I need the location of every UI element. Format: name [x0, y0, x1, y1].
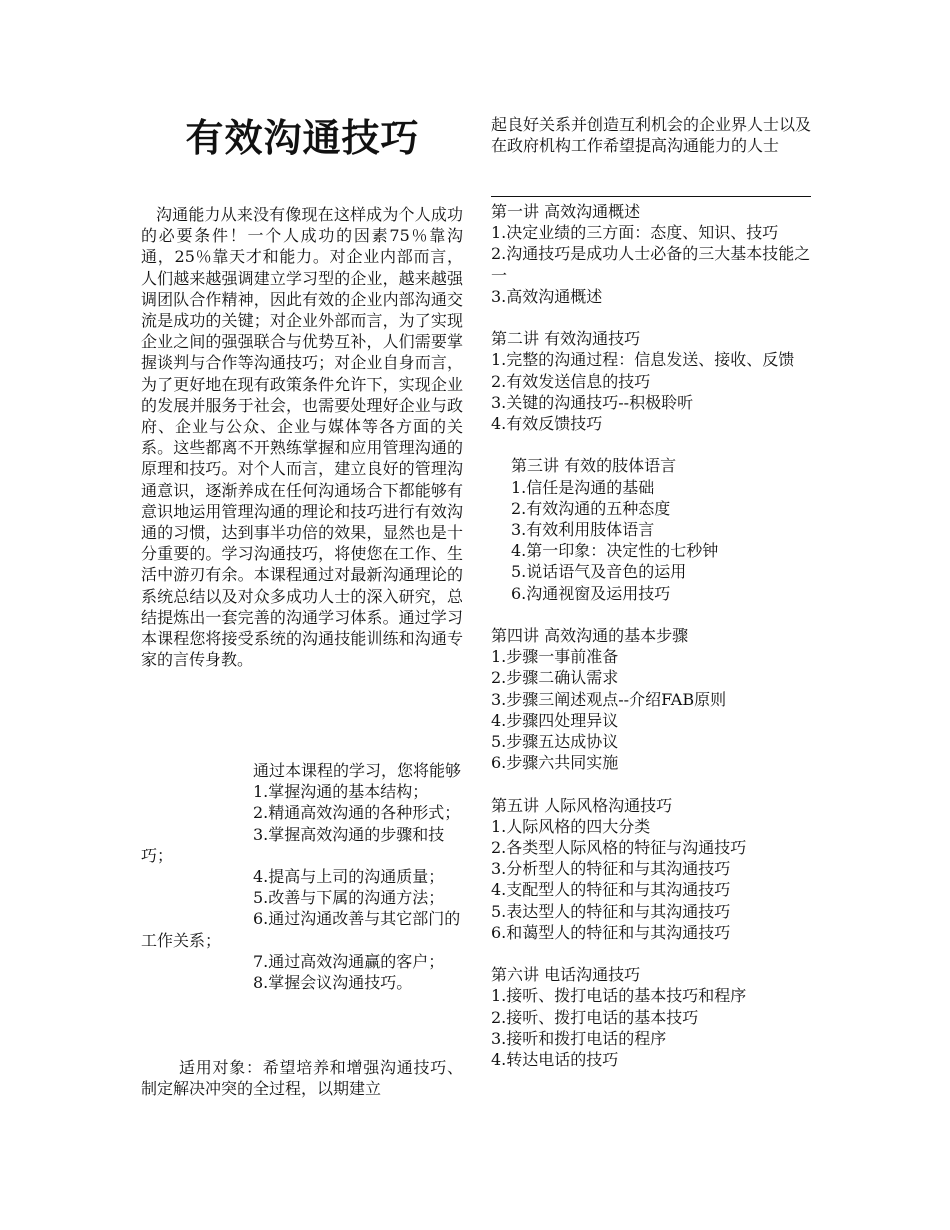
lecture-2: [491, 328, 811, 434]
lecture-item: 2.步骤二确认需求: [491, 668, 619, 688]
lecture-item: 2.有效发送信息的技巧: [491, 371, 651, 391]
lecture-title: 第二讲 有效沟通技巧: [491, 329, 641, 349]
lecture-item: 4.第一印象：决定性的七秒钟: [511, 541, 719, 561]
lecture-item: 1.决定业绩的三方面：态度、知识、技巧: [491, 223, 779, 243]
lecture-item: 5.表达型人的特征和与其沟通技巧: [491, 901, 731, 921]
lecture-4: [491, 625, 811, 773]
goal-item: 1.掌握沟通的基本结构；: [253, 782, 429, 802]
lecture-item: 6.步骤六共同实施: [491, 753, 619, 773]
lecture-5: [491, 795, 811, 943]
lecture-item: 1.人际风格的四大分类: [491, 816, 651, 836]
lecture-item: 2.沟通技巧是成功人士必备的三大基本技能之一: [491, 244, 811, 285]
lecture-item: 3.分析型人的特征和与其沟通技巧: [491, 859, 731, 879]
lecture-item: 3.步骤三阐述观点--介绍FAB原则: [491, 689, 727, 709]
lecture-title: 第三讲 有效的肢体语言: [511, 456, 677, 476]
lecture-3: [491, 455, 811, 603]
lecture-item: 2.有效沟通的五种态度: [511, 498, 671, 518]
lecture-item: 5.说话语气及音色的运用: [511, 562, 687, 582]
lecture-item: 4.步骤四处理异议: [491, 710, 619, 730]
lecture-item: 3.接听和拨打电话的程序: [491, 1028, 667, 1048]
lecture-item: 1.信任是沟通的基础: [511, 477, 655, 497]
lecture-item: 3.有效利用肢体语言: [511, 520, 655, 540]
goal-item: 6.通过沟通改善与其它部门的工作关系；: [141, 909, 461, 950]
goal-item: 3.掌握高效沟通的步骤和技巧；: [141, 824, 445, 865]
lecture-title: 第六讲 电话沟通技巧: [491, 965, 641, 985]
page-title: 有效沟通技巧: [185, 115, 420, 160]
goals-lead: 通过本课程的学习，您将能够: [253, 761, 462, 780]
lecture-item: 1.完整的沟通过程：信息发送、接收、反馈: [491, 350, 795, 370]
lecture-title: 第四讲 高效沟通的基本步骤: [491, 626, 689, 646]
audience-paragraph: 适用对象：希望培养和增强沟通技巧、制定解决冲突的全过程，以期建立: [141, 1058, 463, 1099]
audience-continued: 起良好关系并创造互利机会的企业界人士以及在政府机构工作希望提高沟通能力的人士: [491, 115, 812, 156]
intro-paragraph: 沟通能力从来没有像现在这样成为个人成功的必要条件！一个人成功的因素75％靠沟通，25％靠天才和能力。对企业内部而言，人们越来越强调建立学习型的企业，越来越强调团队合作精神，因此有效的企业内部沟通交流是成功的关键；对企业外部而言，为了实现企业之间的强强联合与优势互补，人们需要掌握谈判与合作等沟通技巧；对企业自身而言，为了更好地在现有政策条件允许下，实现企业的发展并服务于社会，也需要处理好企业与政府、企业与公众、企业与媒体等各方面的关系。这些都离不开熟练掌握和应用管理沟通的原理和技巧。对个人而言，建立良好的管理沟通意识，逐渐养成在任何沟通场合下都能够有意识地运用管理沟通的理论和技巧进行有效沟通的习惯，达到事半功倍的效果，显然也是十分重要的。学习沟通技巧，将使您在工作、生活中游刃有余。本课程通过对最新沟通理论的系统总结以及对众多成功人士的深入研究，总结提炼出一套完善的沟通学习体系。通过学习本课程您将接受系统的沟通技能训练和沟通专家的言传身教。: [141, 205, 463, 670]
lecture-item: 4.转达电话的技巧: [491, 1050, 619, 1070]
lecture-item: 1.步骤一事前准备: [491, 647, 619, 667]
lecture-title: 第五讲 人际风格沟通技巧: [491, 795, 673, 815]
lecture-item: 2.各类型人际风格的特征与沟通技巧: [491, 838, 747, 858]
goal-item: 7.通过高效沟通赢的客户；: [253, 951, 445, 971]
lecture-item: 3.关键的沟通技巧--积极聆听: [491, 392, 694, 412]
lecture-item: 6.沟通视窗及运用技巧: [511, 583, 671, 603]
lecture-item: 3.高效沟通概述: [491, 286, 603, 306]
lecture-item: 4.支配型人的特征和与其沟通技巧: [491, 880, 731, 900]
lecture-item: 5.步骤五达成协议: [491, 732, 619, 752]
lecture-item: 2.接听、拨打电话的基本技巧: [491, 1007, 699, 1027]
lecture-title: 第一讲 高效沟通概述: [491, 202, 641, 221]
goal-item: 8.掌握会议沟通技巧。: [253, 973, 413, 993]
lecture-item: 4.有效反馈技巧: [491, 414, 603, 434]
lecture-item: 6.和蔼型人的特征和与其沟通技巧: [491, 922, 731, 942]
goal-item: 5.改善与下属的沟通方法；: [253, 888, 445, 908]
lecture-6: [491, 964, 811, 1070]
lecture-list: [491, 201, 811, 1091]
lecture-1: [491, 201, 811, 307]
divider-line: [491, 196, 811, 197]
lecture-item: 1.接听、拨打电话的基本技巧和程序: [491, 986, 747, 1006]
goal-item: 4.提高与上司的沟通质量；: [253, 867, 445, 887]
goal-item: 2.精通高效沟通的各种形式；: [253, 803, 461, 823]
learning-goals: [141, 760, 463, 993]
